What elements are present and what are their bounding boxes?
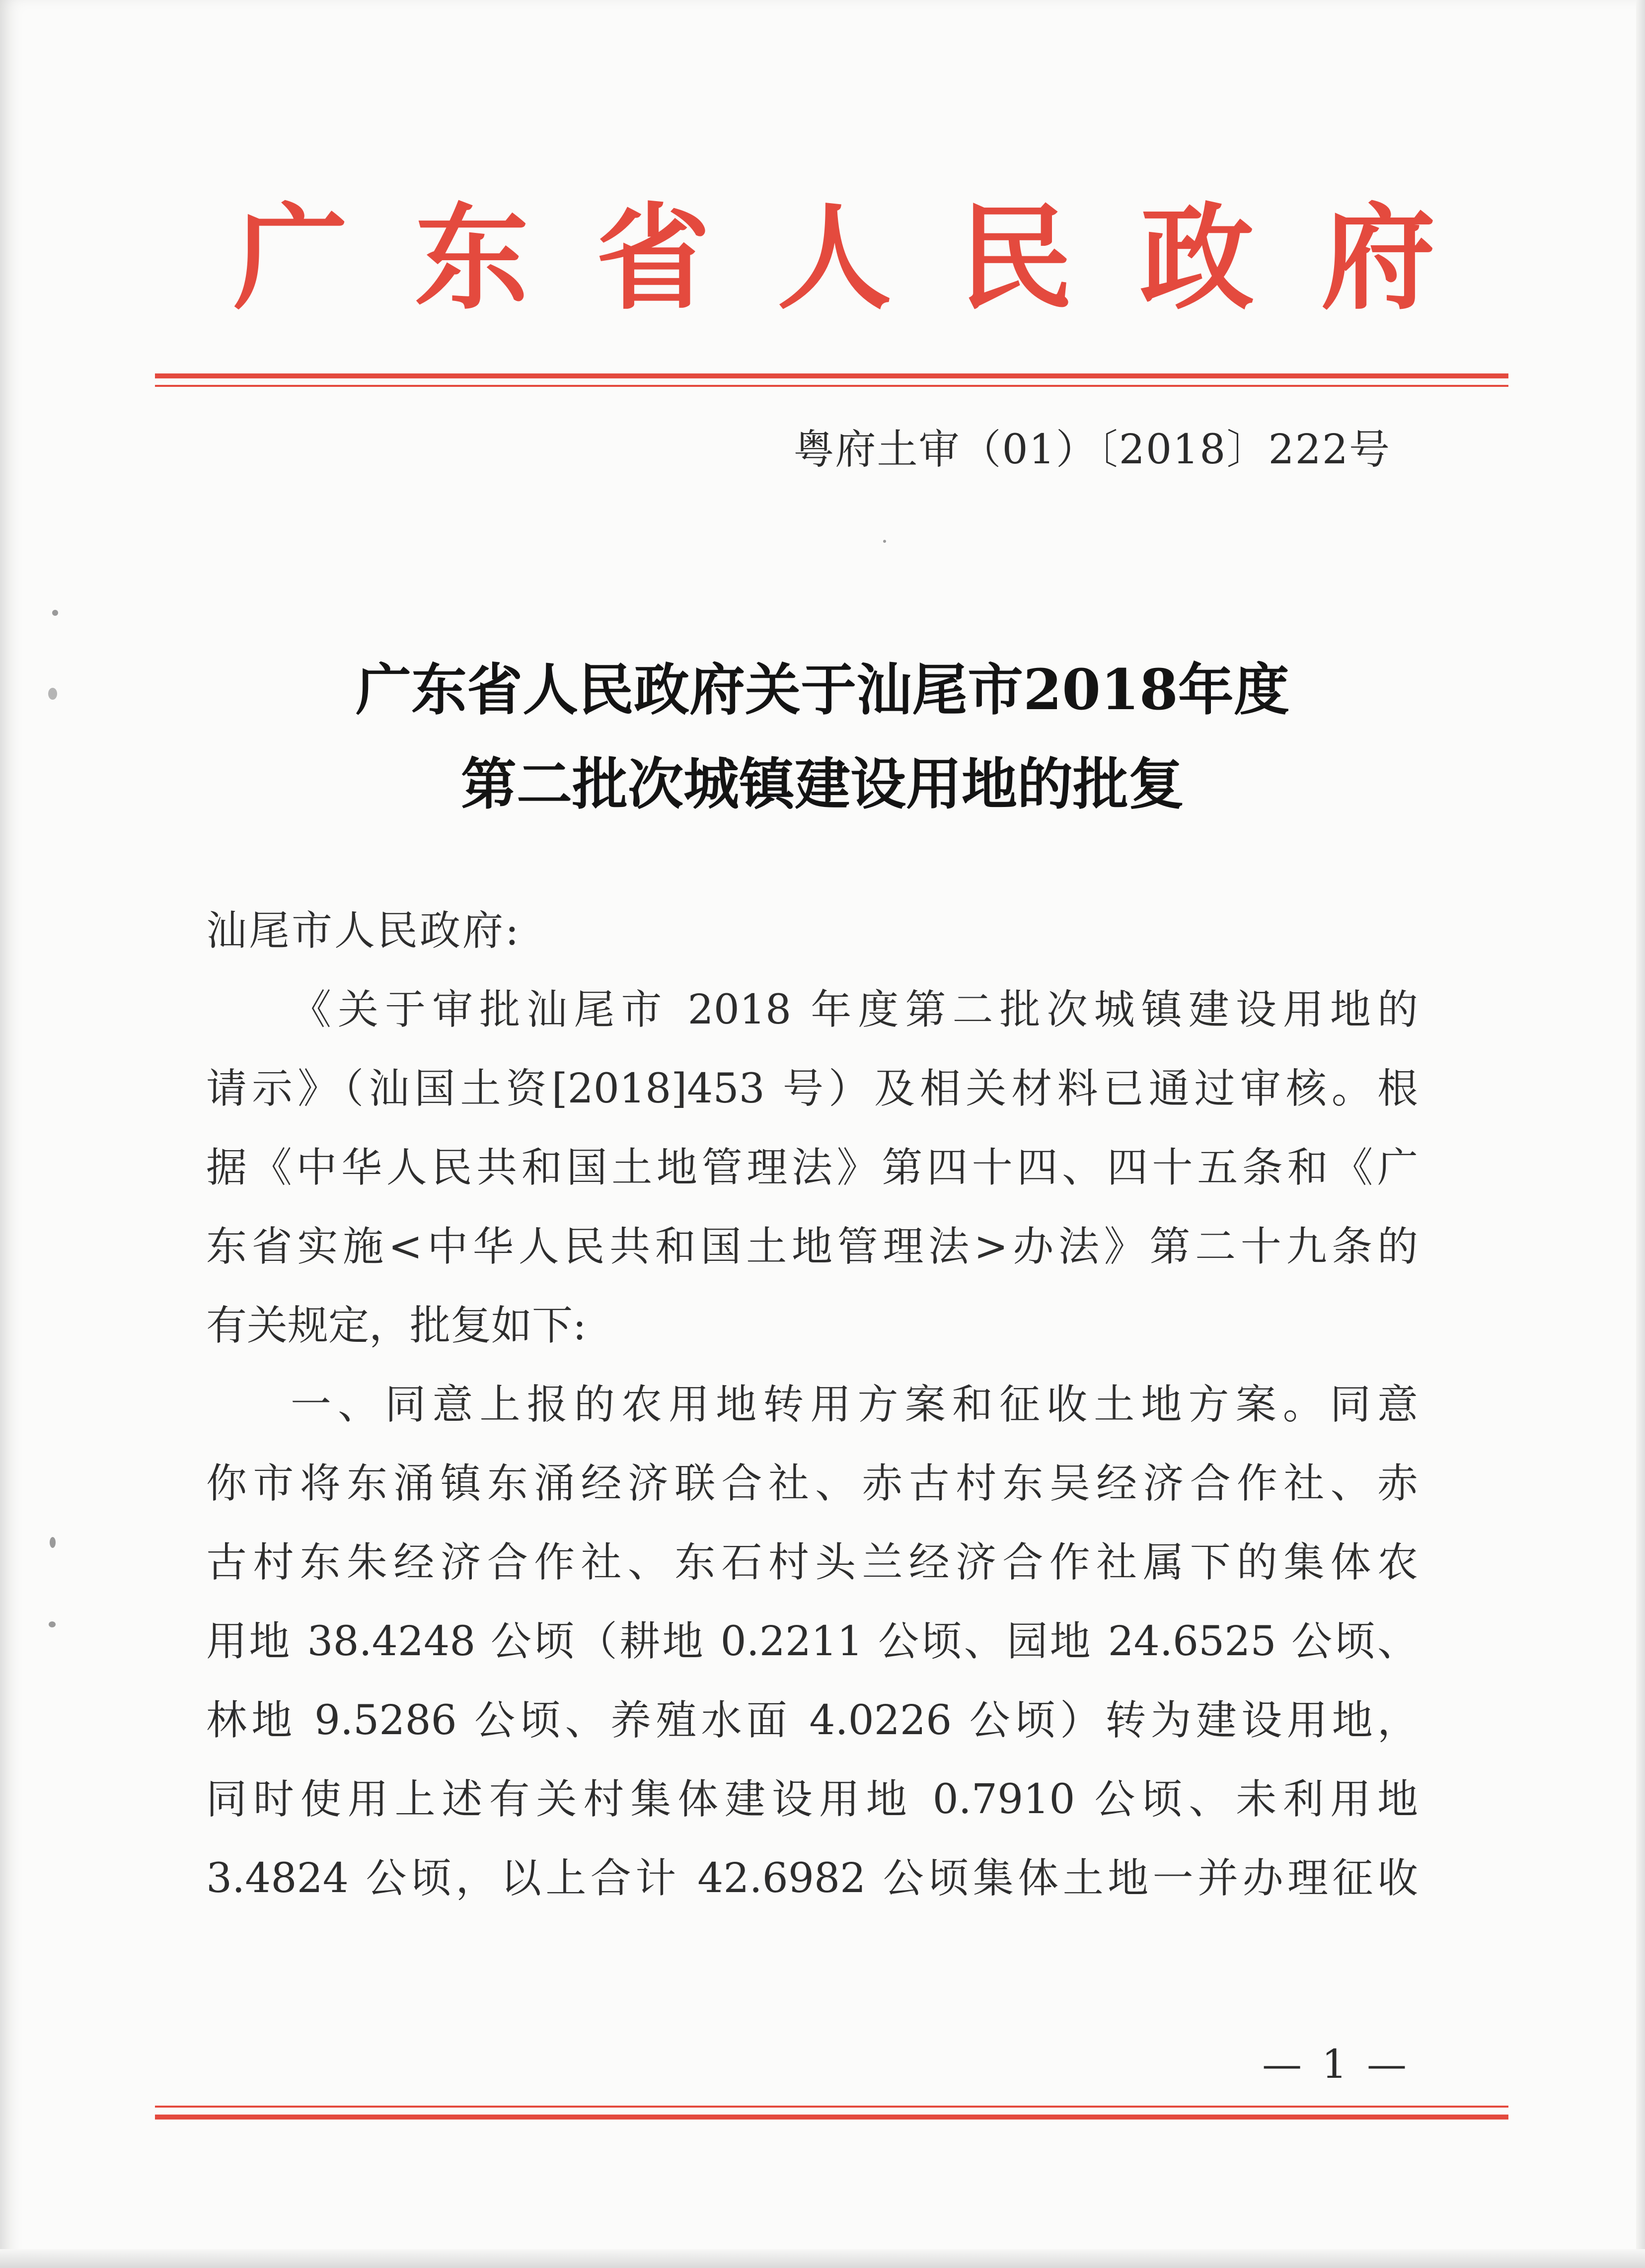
letterhead-rule-thick (155, 373, 1508, 378)
scan-speck (49, 1621, 56, 1627)
letterhead-title (233, 176, 1435, 340)
footer-rule-thick (155, 2115, 1508, 2120)
paragraph-line: 据《中华人民共和国土地管理法》第四十四、四十五条和《广 (206, 1144, 1418, 1191)
paragraph-line: 《关于审批汕尾市 2018 年度第二批次城镇建设用地的 (291, 986, 1418, 1033)
letterhead-char: 省 (596, 191, 710, 325)
letterhead-char: 广 (233, 191, 348, 325)
page-number-dash-left: — (1262, 2041, 1302, 2087)
letterhead-rule-thin (155, 385, 1508, 387)
paragraph-line: 东省实施<中华人民共和国土地管理法>办法》第二十九条的 (206, 1223, 1418, 1270)
document-body (206, 891, 1418, 1918)
letterhead-char: 府 (1321, 191, 1435, 325)
paragraph-line: 同时使用上述有关村集体建设用地 0.7910 公顷、未利用地 (206, 1776, 1418, 1823)
paragraph-line: 3.4824 公顷，以上合计 42.6982 公顷集体土地一并办理征收 (206, 1855, 1418, 1902)
paragraph-line: 请示》（汕国土资[2018]453 号）及相关材料已通过审核。根 (206, 1065, 1418, 1112)
title-line-2: 第二批次城镇建设用地的批复 (461, 752, 1184, 817)
salutation: 汕尾市人民政府: (206, 907, 521, 954)
scan-speck (50, 1537, 56, 1548)
letterhead-char: 民 (958, 191, 1073, 325)
page-number (1242, 2041, 1426, 2087)
paragraph-line: 一、同意上报的农用地转用方案和征收土地方案。同意 (291, 1381, 1418, 1428)
page-edge-right (1636, 0, 1645, 2268)
letterhead-char: 人 (777, 191, 892, 325)
letterhead-char: 东 (414, 191, 529, 325)
paragraph-line: 有关规定，批复如下: (206, 1302, 587, 1349)
scan-speck (52, 610, 58, 616)
paragraph-line: 古村东朱经济合作社、东石村头兰经济合作社属下的集体农 (206, 1539, 1418, 1586)
scan-speck (883, 540, 886, 543)
footer-rule-thin (155, 2106, 1508, 2108)
document-number: 粤府土审（01）〔2018〕222号 (793, 426, 1391, 473)
page-number-dash-right: — (1367, 2041, 1407, 2087)
page-number-value: 1 (1322, 2041, 1347, 2087)
scan-speck (48, 688, 57, 700)
title-line-1: 广东省人民政府关于汕尾市2018年度 (356, 658, 1289, 723)
letterhead-char: 政 (1139, 191, 1254, 325)
paragraph-line: 用地 38.4248 公顷（耕地 0.2211 公顷、园地 24.6525 公顷、 (206, 1618, 1418, 1665)
paragraph-line: 你市将东涌镇东涌经济联合社、赤古村东吴经济合作社、赤 (206, 1460, 1418, 1507)
document-title (0, 643, 1645, 832)
paragraph-line: 林地 9.5286 公顷、养殖水面 4.0226 公顷）转为建设用地， (206, 1697, 1418, 1744)
page-edge-bottom (0, 2249, 1645, 2268)
